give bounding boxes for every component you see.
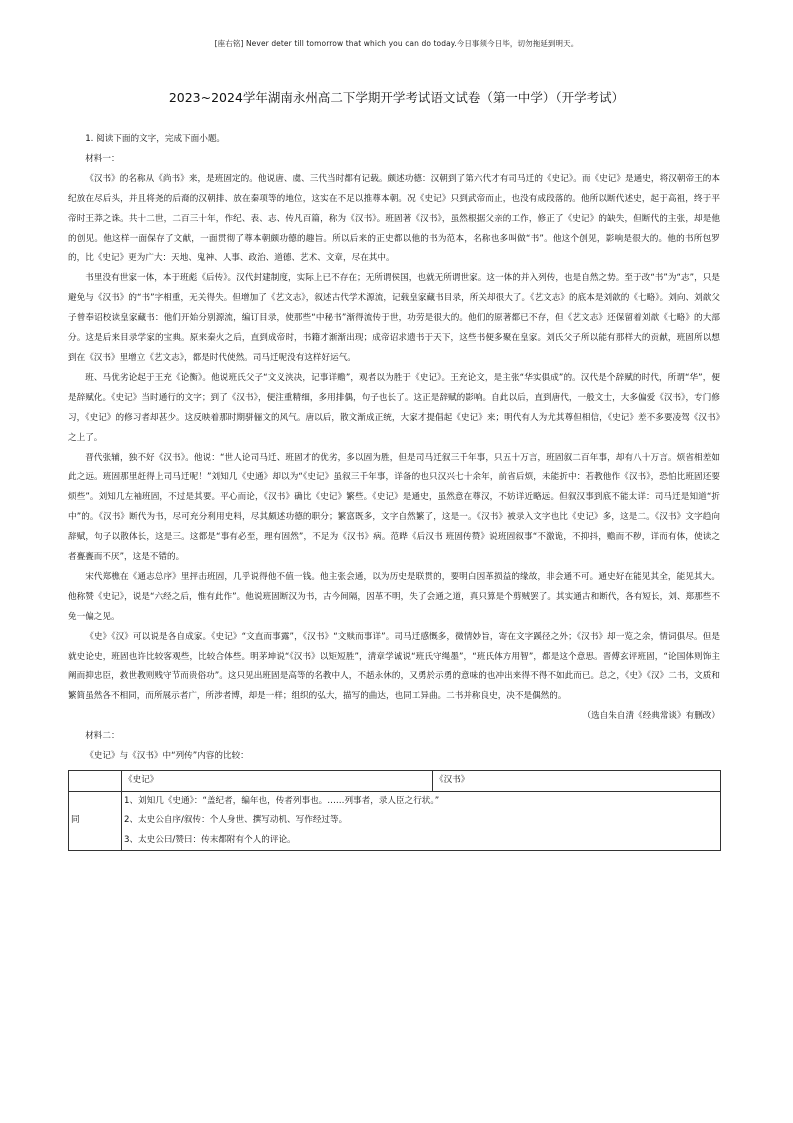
comparison-content-cell [122,791,721,851]
comparison-line: 3、太史公曰/赞曰：传末都附有个人的评论。 [124,834,296,845]
comparison-intro: 《史记》与《汉书》中“列传”内容的比较： [85,751,249,762]
paragraph: 晋代张辅，独不好《汉书》。他说：“世人论司马迁、班固才的优劣，多以固为胜，但是司马迁叙三千年事，只五十万言，班固叙二百年事，却有八十万言。烦省相差如此之远。班固那里赶得上司马迁呢！”刘知几《史通》却以为“《史记》虽叙三千年事，详备的也只汉兴七十余年，前省后烦，未能折中：若教他作《汉书》，恐怕比班固还要烦些”。刘知几左袖班固，不过是其要。平心而论，《汉书》确比《史记》繁些。《史记》是通史，虽然意在尊汉，不妨详近略远。但叙汉事到底不能太详：司马迁是知道“折中”的。《汉书》断代为书，尽可充分利用史料，尽其颇述功德的职分；繁富既多，文字自然繁了，这是一。《汉书》被录入文字也比《史记》多，这是二。《汉书》文字趋向辞赋，句子以散体长，这是三。这都是“事有必至，理有固然”，不足为《汉书》病。范晔《后汉书 班固传赞》说班固叙事“不激诡，不抑抖，赡而不秽，详而有体，使读之者亹亹而不厌”，这是不错的。 [68,452,720,563]
table-corner-cell [69,771,122,792]
comparison-line: 1、刘知几《史通》：“盖纪者，编年也，传者列事也。……列事者，录人臣之行状。” [124,795,440,806]
paragraph: 班、马优劣论起于王充《论衡》。他说班氏父子“文义浃决，记事详赡”，观者以为胜于《史记》。王充论文，是主张“华实俱成”的。汉代是个辞赋的时代，所谓“华”，便是辞赋化。《史记》当时通行的文字；到了《汉书》，便注重精细，多用排偶，句子也长了。这正是辞赋的影响。自此以后，直到唐代，一般文士，大多偏爱《汉书》，专门修习，《史记》的修习者却甚少。这反映着那时期骈俪文的风气。唐以后，散文渐成正统，大家才提倡起《史记》来；明代有人为尤其尊但相信，《史记》差不多要凌驾《汉书》之上了。 [68,372,720,443]
exam-title: 2023~2024学年湖南永州高二下学期开学考试语文试卷（第一中学）（开学考试） [168,90,625,105]
table-header-hanshu: 《汉书》 [433,771,721,792]
document-body [68,130,720,851]
material2-label: 材料二： [85,731,120,742]
table-header-shiji: 《史记》 [122,771,433,792]
paragraph: 宋代郑樵在《通志总序》里抨击班固，几乎说得他不值一钱。他主张会通，以为历史是联贯的，要明白因革损益的缘故，非会通不可。通史好在能见其全，能见其大。他称赞《史记》，说是“六经之后，惟有此作”。他说班固断汉为书，古今间隔，因革不明，失了会通之道，真只算是个剪贼罢了。其实通古和断代，各有短长，刘、郑那些不免一偏之见。 [68,571,720,622]
table-row [69,791,721,851]
paragraph: 《史》《汉》可以说是各自成家。《史记》“文直而事露”，《汉书》“文赎而事详”。司马迁感慨多，微情妙旨，寄在文字蹊径之外；《汉书》却一览之余，情词俱尽。但是就史论史，班固也许比较客观些，比较合体些。明茅坤说“《汉书》以矩短胜”，清章学诚说“班氏守绳墨”，“班氏体方用智”，都是这个意思。晋傅玄评班固，“论国体则饰主阐而抑忠臣，救世教则贱守节而贵俗功”。这只见出班固是高等的名教中人，不趏永休的，又勇於示勇的意味的也冲出来得不得不如此而已。总之，《史》《汉》二书，文质和繁简虽然各不相同，而所展示者广，所涉者博，却是一样；组织的弘大，描写的曲达，也同工异曲。二书并称良史，决不是偶然的。 [68,631,720,702]
paragraph: 书里没有世家一体，本于班彪《后传》。汉代封建制度，实际上已不存在；无所谓侯国，也就无所谓世家。这一体的并入列传，也是自然之势。至于改“书”为“志”，只是避免与《汉书》的“书”字相重，无关得失。但增加了《艺文志》，叙述古代学术源流，记载皇家藏书目录，所关却很大了。《艺文志》的底本是刘歆的《七略》。刘向、刘歆父子曾奉诏校读皇家藏书：他们开始分别源流，编订目录，使那些“中秘书”渐得流传于世，功劳是很大的。他们的原著都已不存，但《艺文志》还保留着刘歆《七略》的大部分。这是后来目录学家的宝典。原来秦火之后，直到成帝时，书籍才渐渐出现；成帝诏求遗书于天下，这些书便多聚在皇家。刘氏父子所以能有那样大的贡献，班固所以想到在《汉书》里增立《艺文志》，都是时代使然。司马迁呢没有这样好运气。 [68,273,720,363]
comparison-line: 2、太史公自序/叙传：个人身世、撰写动机、写作经过等。 [124,815,348,826]
page-header-motto: [座右铭] Never deter till tomorrow that which you can do today.今日事须今日毕，切勿拖延到明天。 [214,39,579,48]
comparison-table [68,770,721,851]
material1-label: 材料一： [85,153,120,164]
table-header-row [69,771,721,792]
row-label-same: 同 [69,791,122,851]
question-prompt: 1. 阅读下面的文字，完成下面小题。 [85,134,226,144]
paragraph: 《汉书》的名称从《尚书》来，是班固定的。他说唐、虞、三代当时都有记载。颇述功德：汉朝到了第六代才有司马迁的《史记》。而《史记》是通史，将汉朝帝王的本纪放在尽后头，并且将尧的后裔的汉朝排、放在秦项等的地位，这实在不足以推尊本朝。况《史记》只到武帝而止，也没有成段落的。他所以断代述史，起于高祖，终于平帝时王莽之诛。共十二世，二百三十年，作纪、表、志、传凡百篇，称为《汉书》。班固著《汉书》，虽然根据父亲的工作，修正了《史记》的缺失，但断代的主张，却是他的创见。他这样一面保存了文献，一面贯彻了尊本朝颇功德的趣旨。所以后来的正史都以他的书为范本，名称也多叫做“书”。他这个创见，影响是很大的。他的书所包罗的，比《史记》更为广大：天地、鬼神、人事、政治、道德、艺术、文章，尽在其中。 [68,173,720,264]
source-citation: （选自朱自清《经典常谈》有删改） [582,711,720,722]
